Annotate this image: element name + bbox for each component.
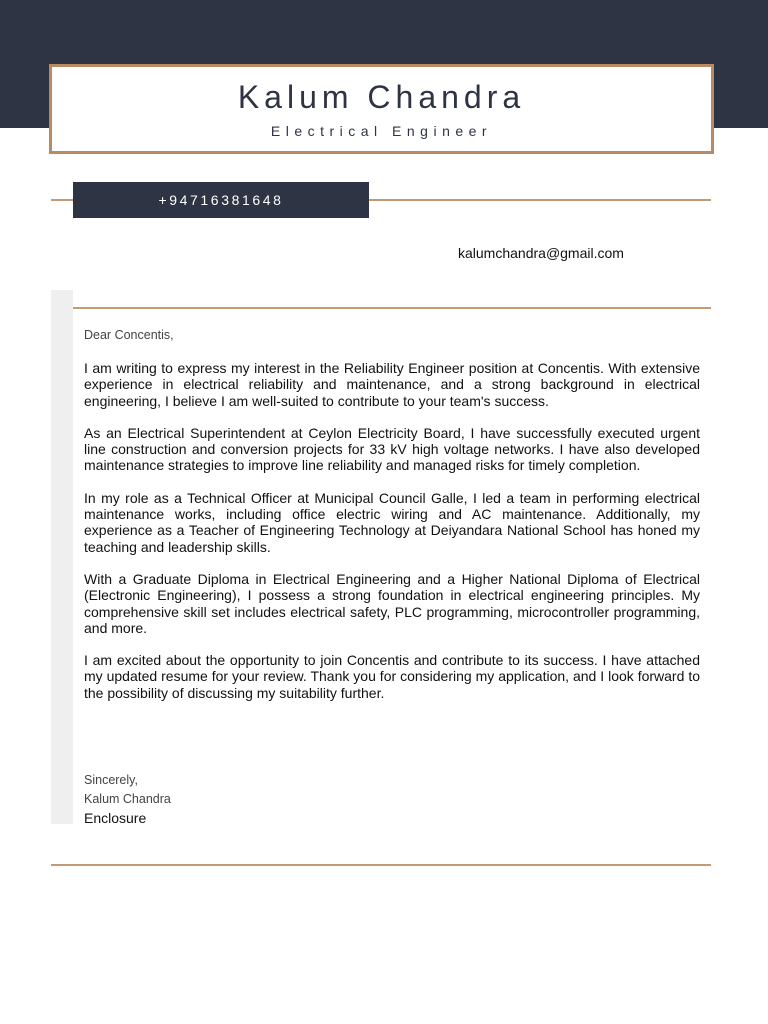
divider-right — [369, 199, 711, 201]
paragraph-5: I am excited about the opportunity to join Concentis and contribute to its success. I have attached my updated resume for your review. Thank you for considering my application, and I look forward to the possibility of discussing my suitability further. — [84, 652, 700, 701]
paragraph-1: I am writing to express my interest in the Reliability Engineer position at Concentis. With extensive experience in electrical reliability and maintenance, and a strong background in electrical engineering, I believe I am well-suited to contribute to your team's success. — [84, 360, 700, 409]
sidebar-accent — [51, 290, 73, 824]
enclosure-note: Enclosure — [84, 810, 147, 826]
applicant-title: Electrical Engineer — [270, 123, 493, 139]
applicant-name: Kalum Chandra — [237, 79, 526, 115]
signature-name: Kalum Chandra — [84, 792, 171, 806]
divider-footer — [51, 864, 711, 866]
paragraph-3: In my role as a Technical Officer at Municipal Council Galle, I led a team in performing electrical maintenance works, including office electric wiring and AC maintenance. Additionally, my experience as a Teacher of Engineering Technology at Deiyandara National School has honed my teaching and leadership skills. — [84, 489, 700, 555]
divider-left-stub — [51, 199, 73, 201]
paragraph-4: With a Graduate Diploma in Electrical Engineering and a Higher National Diploma of Electrical (Electronic Engineering), I possess a strong foundation in electrical engineering principles. My comprehensive skill set includes electrical safety, PLC programming, microcontroller programming, and more. — [84, 570, 700, 636]
closing-phrase: Sincerely, — [84, 773, 138, 787]
salutation: Dear Concentis, — [84, 328, 174, 342]
divider-letter-top — [73, 307, 711, 309]
letter-body — [84, 328, 700, 717]
email-address: kalumchandra@gmail.com — [458, 245, 624, 261]
paragraph-2: As an Electrical Superintendent at Ceylon Electricity Board, I have successfully executed urgent line construction and conversion projects for 33 kV high voltage networks. I have also developed maintenance strategies to improve line reliability and managed risks for timely completion. — [84, 424, 700, 474]
phone-number: +94716381648 — [73, 182, 369, 218]
name-card — [49, 64, 714, 154]
letter-closing — [84, 771, 384, 827]
